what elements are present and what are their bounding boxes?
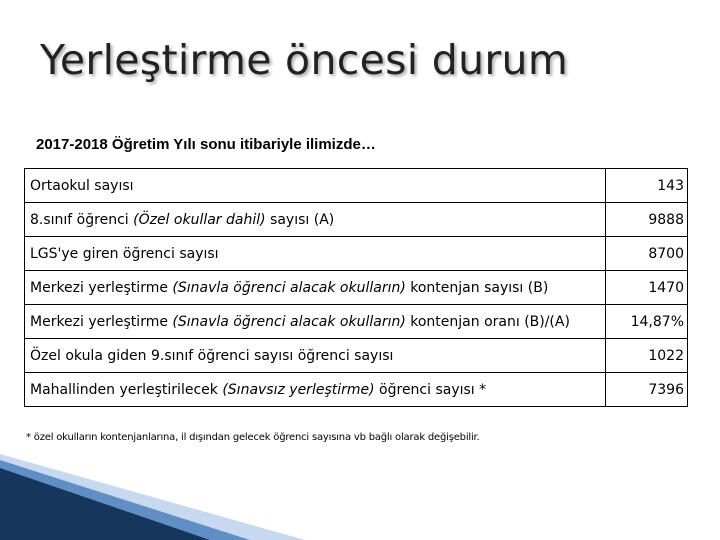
page-subtitle: 2017-2018 Öğretim Yılı sonu itibariyle ilimizde… — [36, 136, 376, 153]
row-value: 1470 — [606, 271, 688, 305]
page-title: Yerleştirme öncesi durum — [40, 36, 569, 84]
table-row — [25, 169, 688, 203]
row-label: Merkezi yerleştirme (Sınavla öğrenci alacak okulların) kontenjan sayısı (B) — [25, 271, 606, 305]
table-row — [25, 305, 688, 339]
table-row — [25, 373, 688, 407]
row-value: 8700 — [606, 237, 688, 271]
footnote: * özel okulların kontenjanlarına, il dışından gelecek öğrenci sayısına vb bağlı olarak değişebilir. — [26, 432, 480, 443]
table-row — [25, 237, 688, 271]
row-label: 8.sınıf öğrenci (Özel okullar dahil) sayısı (A) — [25, 203, 606, 237]
row-value: 143 — [606, 169, 688, 203]
row-label: Mahallinden yerleştirilecek (Sınavsız yerleştirme) öğrenci sayısı * — [25, 373, 606, 407]
row-value: 1022 — [606, 339, 688, 373]
row-value: 14,87% — [606, 305, 688, 339]
row-value: 9888 — [606, 203, 688, 237]
table-row — [25, 339, 688, 373]
row-label: Özel okula giden 9.sınıf öğrenci sayısı öğrenci sayısı — [25, 339, 606, 373]
row-label: Ortaokul sayısı — [25, 169, 606, 203]
table-row — [25, 271, 688, 305]
row-value: 7396 — [606, 373, 688, 407]
table-row — [25, 203, 688, 237]
row-label: Merkezi yerleştirme (Sınavla öğrenci alacak okulların) kontenjan oranı (B)/(A) — [25, 305, 606, 339]
row-label: LGS'ye giren öğrenci sayısı — [25, 237, 606, 271]
statistics-table — [24, 168, 688, 407]
